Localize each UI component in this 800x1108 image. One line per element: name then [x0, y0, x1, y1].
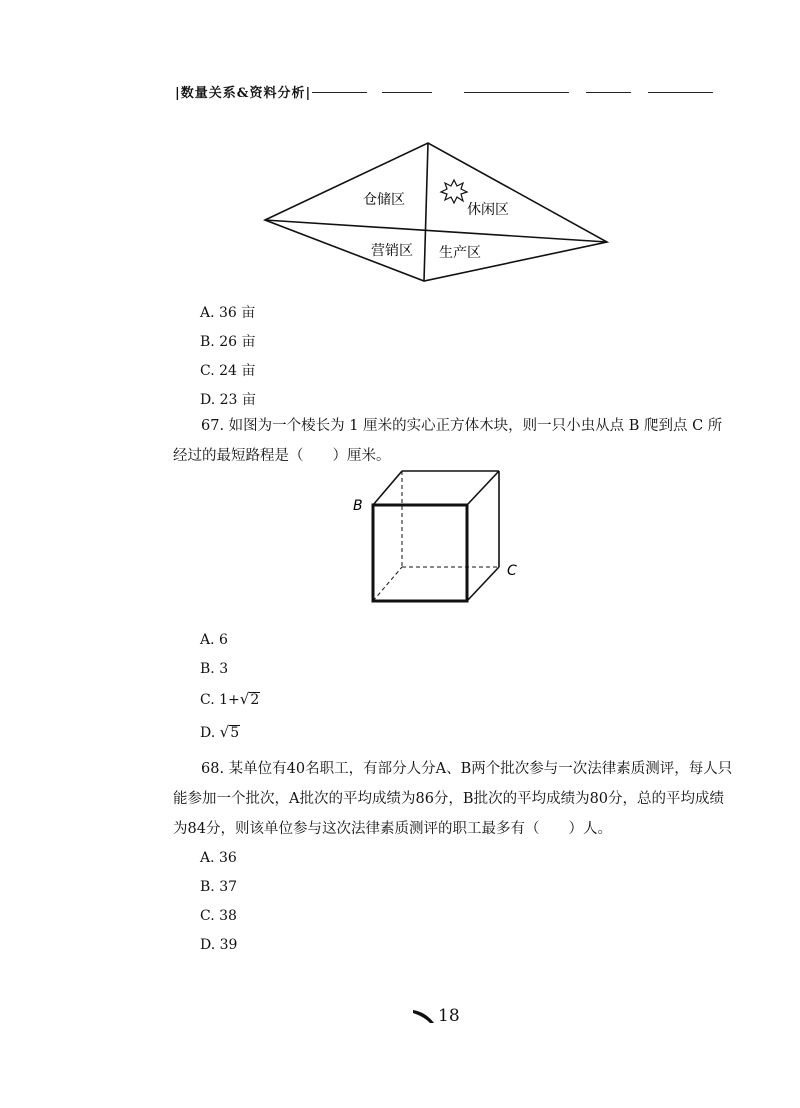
cube-edge: [467, 471, 499, 505]
option-c: C. 24 亩: [200, 363, 256, 379]
cube-figure: [345, 465, 525, 605]
option-a: A. 6: [200, 632, 228, 648]
option-d: D. √ 5: [200, 723, 240, 741]
question-text: 68. 某单位有40名职工，有部分人分A、B两个批次参与一次法律素质测评，每人只能参加一个批次，A批次的平均成绩为86分，B批次的平均成绩为80分，总的平均成绩为84分，则该单位参与这次法律素质测评的职工最多有（ ）人。: [173, 761, 733, 837]
section-header: |数量关系&资料分析|: [175, 86, 312, 101]
header-rule: [312, 92, 367, 93]
page-number: 18: [438, 1006, 460, 1026]
question-68: [173, 754, 733, 844]
zone-diagram: [255, 135, 620, 290]
question-text: 67. 如图为一个棱长为 1 厘米的实心正方体木块，则一只小虫从点 B 爬到点 C 所经过的最短路程是（ ）厘米。: [173, 418, 723, 464]
starburst-icon: [441, 180, 467, 203]
sqrt-expression: √ 2: [239, 690, 260, 708]
sqrt-expression: √ 5: [219, 723, 240, 741]
option-c: C. 38: [200, 908, 237, 924]
zone-label-storage: 仓储区: [363, 192, 405, 208]
section-title: 数量关系&资料分析: [180, 86, 306, 101]
option-a: A. 36: [200, 850, 237, 866]
option-d: D. 23 亩: [200, 392, 256, 408]
header-rule: [464, 92, 569, 93]
option-c: C. 1+ √ 2: [200, 690, 260, 708]
header-rule: [648, 92, 713, 93]
cube-edge: [467, 567, 499, 601]
sqrt-icon: √: [219, 723, 230, 741]
quill-icon: [412, 1007, 436, 1025]
zone-label-marketing: 营销区: [371, 243, 413, 259]
option-b: B. 26 亩: [200, 334, 256, 350]
cube-hidden-edge: [373, 567, 402, 601]
zone-label-production: 生产区: [439, 245, 481, 261]
cube-label-b: B: [353, 498, 363, 514]
cube-label-c: C: [507, 563, 517, 579]
zone-label-leisure: 休闲区: [467, 202, 509, 218]
question-67: [173, 411, 733, 471]
zone-outline: [265, 143, 607, 281]
option-a: A. 36 亩: [200, 305, 256, 321]
option-d: D. 39: [200, 937, 238, 953]
zone-divider-horizontal: [265, 220, 607, 242]
option-b: B. 3: [200, 661, 229, 677]
zone-divider-vertical: [424, 143, 428, 281]
option-b: B. 37: [200, 879, 238, 895]
header-rule: [382, 92, 432, 93]
cube-front-face: [373, 505, 467, 601]
sqrt-icon: √: [239, 690, 250, 708]
cube-edge: [373, 471, 402, 505]
header-rule: [586, 92, 631, 93]
